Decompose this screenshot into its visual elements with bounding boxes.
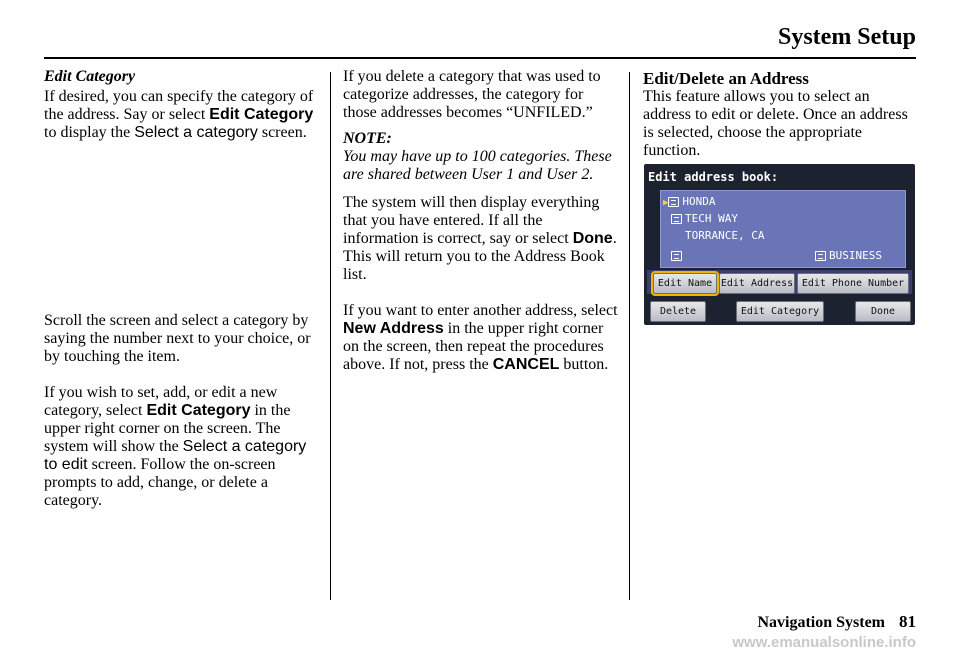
text: . This will return you to the Address Book list.	[343, 230, 617, 283]
edit-address-button[interactable]: Edit Address	[719, 273, 795, 294]
column-divider-1	[330, 72, 331, 600]
address-panel	[660, 190, 906, 268]
edit-category-term: Edit Category	[146, 402, 251, 419]
select-category-term: Select a category	[134, 124, 258, 141]
note-label: NOTE:	[343, 130, 392, 147]
col1-paragraph-2: Scroll the screen and select a category by saying the number next to your choice, or by touching the item.	[44, 312, 311, 365]
page-header-title: System Setup	[777, 24, 916, 50]
text: to display the	[44, 124, 135, 141]
new-address-term: New Address	[343, 320, 444, 337]
text: If you wish to set, add, or edit a new category, select	[44, 384, 278, 419]
header-rule	[44, 57, 916, 59]
column-3	[643, 68, 913, 160]
cancel-term: CANCEL	[492, 356, 560, 373]
address-street: TECH WAY	[685, 212, 738, 225]
section-heading-edit-category: Edit Category	[44, 68, 136, 85]
text: screen.	[257, 124, 307, 141]
column-1	[44, 68, 320, 510]
text: in the upper right corner on the screen. The system will show the	[44, 402, 291, 455]
col1-paragraph-1	[44, 88, 320, 142]
delete-button[interactable]: Delete	[650, 301, 706, 322]
edit-phone-number-button[interactable]: Edit Phone Number	[797, 273, 909, 294]
text: in the upper right corner on the screen, then repeat the procedures above. If not, press the	[343, 320, 604, 373]
text: If desired, you can specify the category of the address. Say or select	[44, 88, 314, 123]
phone-row	[671, 249, 685, 262]
house-icon	[668, 197, 679, 207]
footer-label: Navigation System	[757, 614, 885, 631]
select-category-to-edit-term: Select a category to edit	[44, 438, 307, 473]
edit-category-button[interactable]: Edit Category	[736, 301, 824, 322]
col2-paragraph-3	[343, 302, 619, 374]
selection-arrow-icon: ▶	[663, 198, 669, 208]
address-street-row	[671, 212, 738, 225]
col2-paragraph-2	[343, 194, 619, 284]
col3-paragraph-1: This feature allows you to select an address to edit or delete. Once an address is selected, choose the appropriate function.	[643, 88, 908, 159]
category-row	[815, 249, 882, 262]
address-name-row[interactable]	[663, 195, 716, 208]
done-term: Done	[572, 230, 613, 247]
screen-title: Edit address book:	[648, 170, 779, 184]
text: The system will then display everything that you have entered. If all the information is correct, say or select	[343, 194, 600, 247]
address-category: BUSINESS	[829, 249, 882, 262]
category-icon	[815, 251, 826, 261]
text: button.	[559, 356, 609, 373]
done-button[interactable]: Done	[855, 301, 911, 322]
phone-icon	[671, 251, 682, 261]
column-divider-2	[629, 72, 630, 600]
address-name: HONDA	[682, 195, 716, 208]
column-2	[343, 68, 619, 374]
text: If you want to enter another address, select	[343, 302, 618, 319]
watermark: www.emanualsonline.info	[732, 634, 916, 651]
address-icon	[671, 214, 682, 224]
navigation-screen	[644, 164, 915, 325]
edit-category-term: Edit Category	[209, 106, 314, 123]
section-heading-edit-delete-address: Edit/Delete an Address	[643, 69, 809, 88]
col2-paragraph-1: If you delete a category that was used to categorize addresses, the category for those addresses becomes “UNFILED.”	[343, 68, 601, 121]
address-city-row: TORRANCE, CA	[685, 229, 765, 242]
note-text: You may have up to 100 categories. These are shared between User 1 and User 2.	[343, 148, 612, 183]
text: screen. Follow the on-screen prompts to add, change, or delete a category.	[44, 456, 276, 509]
page-number: 81	[899, 612, 916, 631]
page-footer	[757, 612, 916, 632]
edit-name-button[interactable]: Edit Name	[653, 273, 717, 294]
col1-paragraph-3	[44, 384, 320, 510]
